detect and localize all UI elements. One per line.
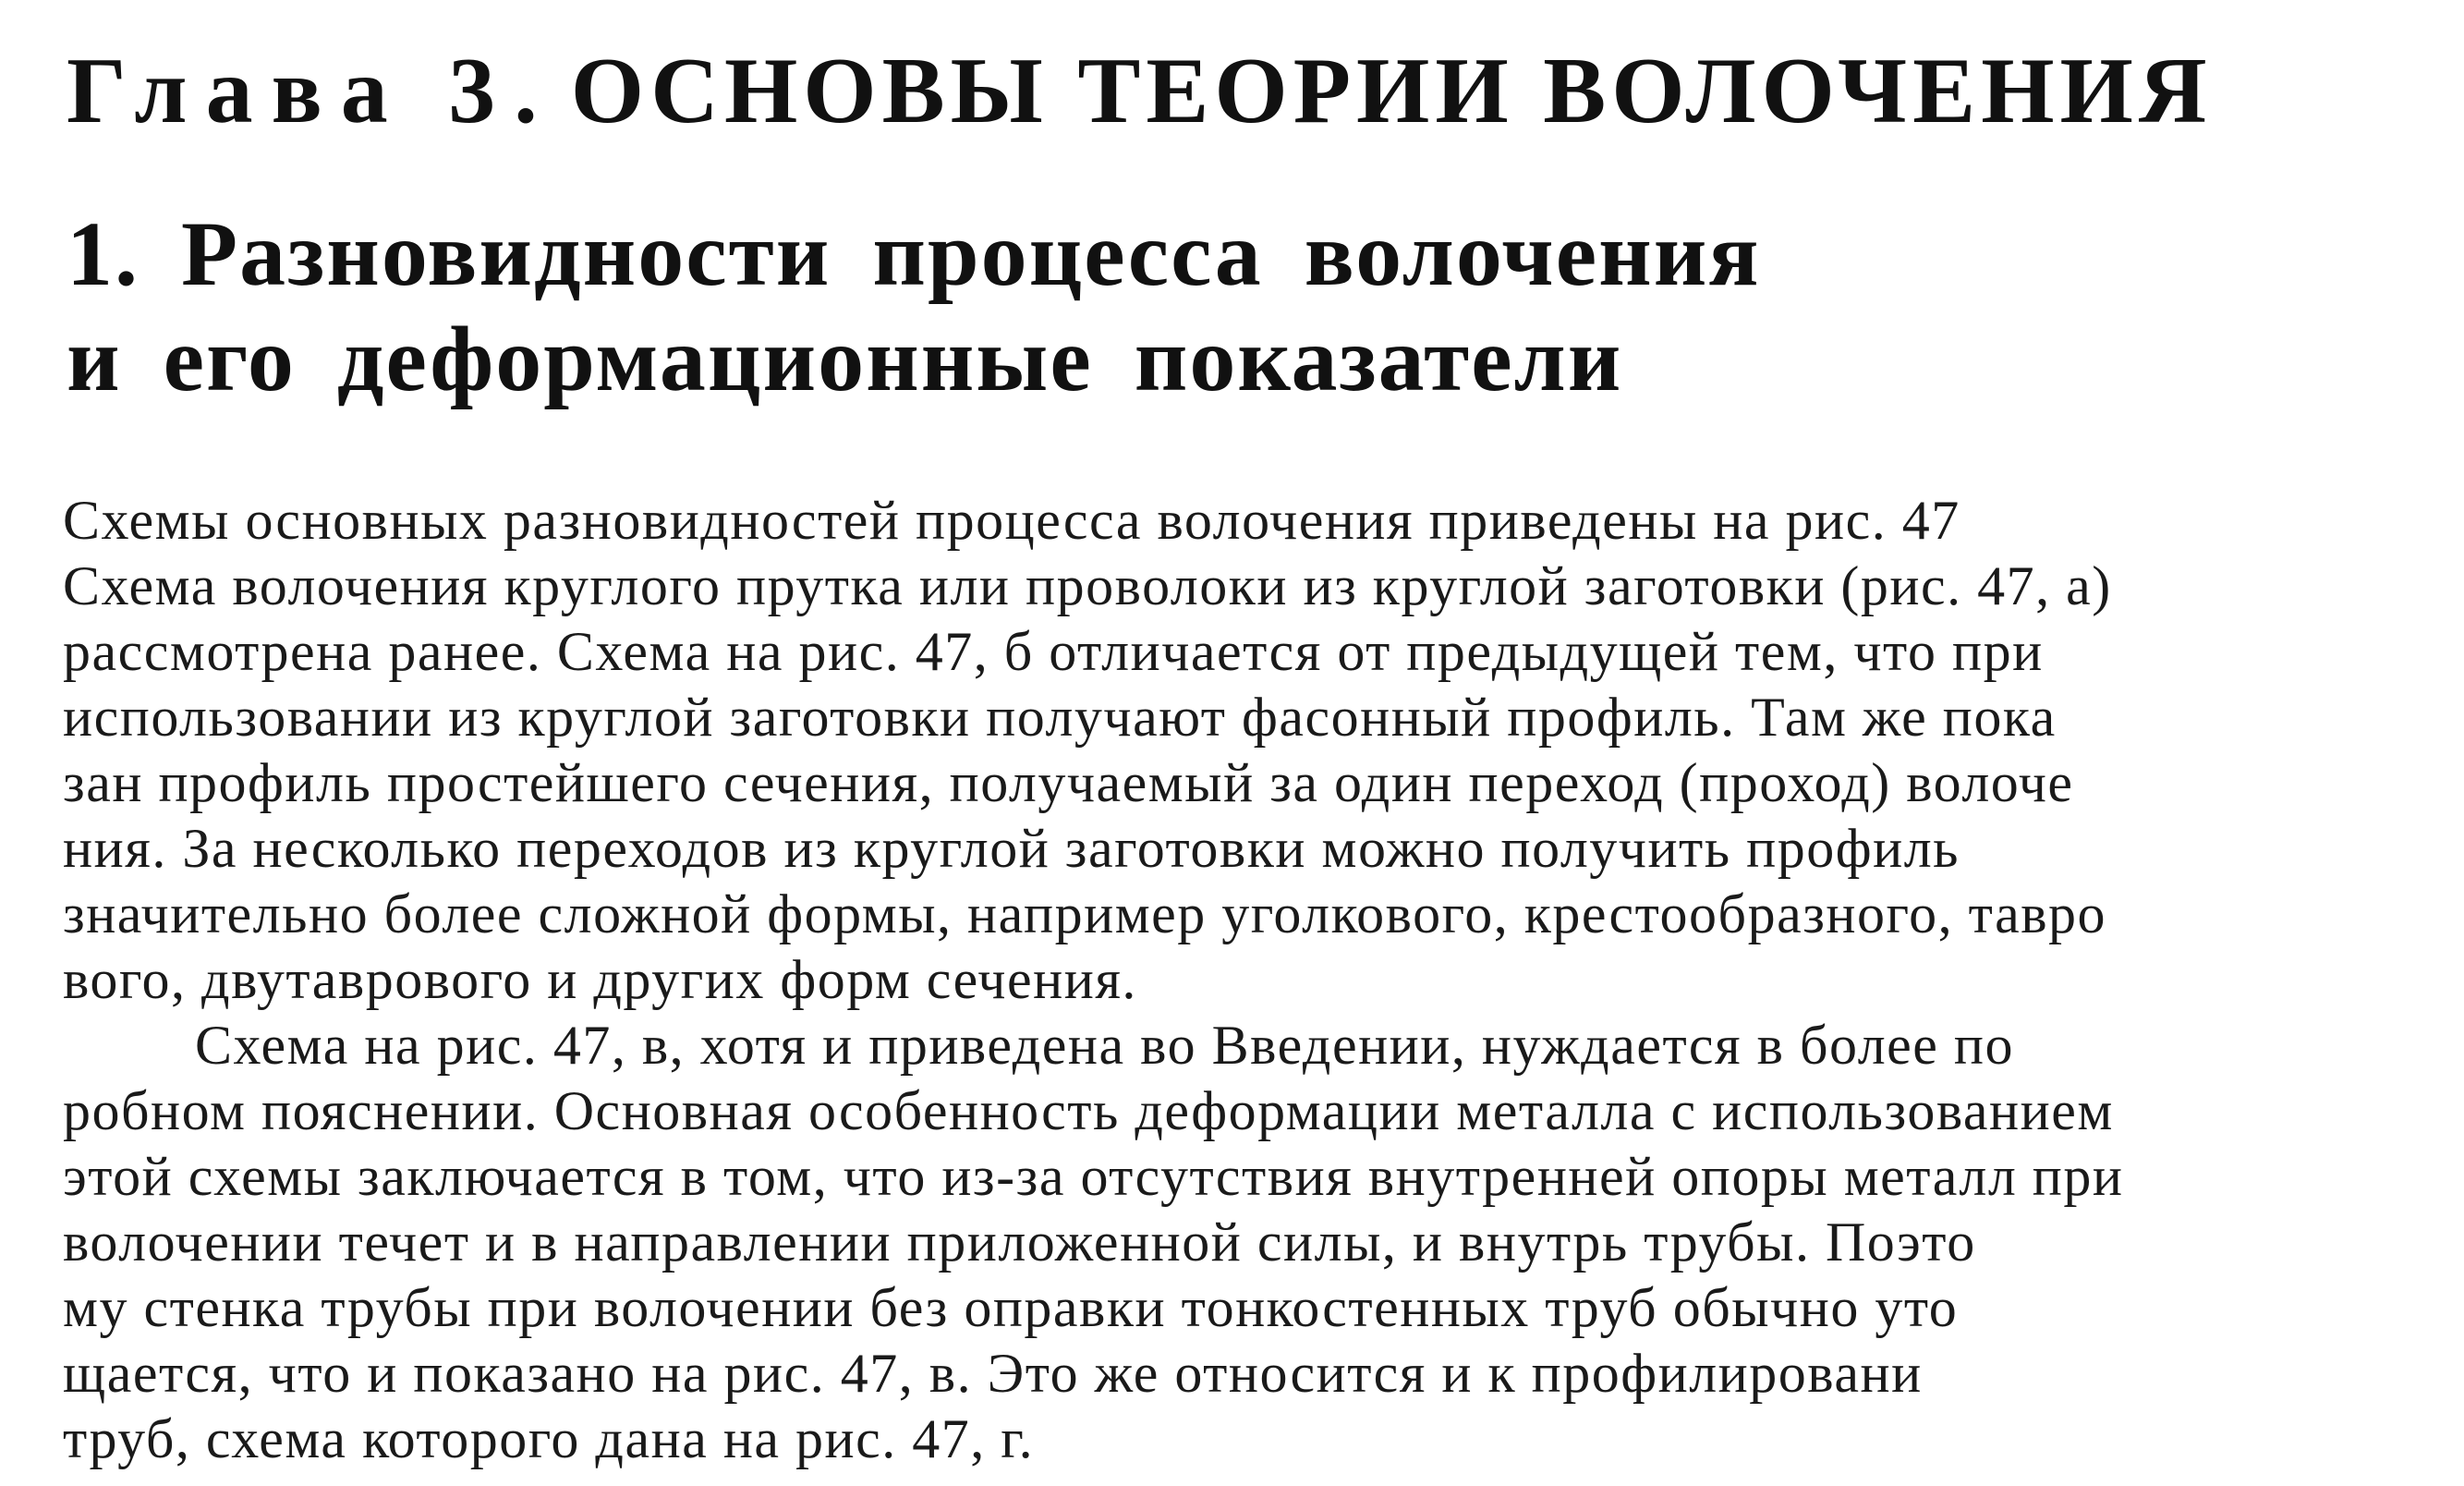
paragraph-line-indented: Схема на рис. 47, в, хотя и приведена во Введении, нуждается в более по <box>195 1015 2015 1076</box>
body-text <box>63 488 2464 1472</box>
paragraph-line: использовании из круглой заготовки получают фасонный профиль. Там же пока <box>63 687 2057 748</box>
paragraph-line: волочении течет и в направлении приложенной силы, и внутрь трубы. Поэто <box>63 1212 1976 1273</box>
paragraph-line: Схема волочения круглого прутка или проволоки из круглой заготовки (рис. 47, а) <box>63 555 2112 616</box>
paragraph-line: щается, что и показано на рис. 47, в. Это же относится и к профилировани <box>63 1343 1923 1404</box>
paragraph-line: труб, схема которого дана на рис. 47, г. <box>63 1408 1035 1469</box>
paragraph-line: робном пояснении. Основная особенность деформации металла с использованием <box>63 1080 2114 1141</box>
paragraph-line: значительно более сложной формы, например уголкового, крестообразного, тавро <box>63 883 2107 944</box>
paragraph-line: рассмотрена ранее. Схема на рис. 47, б отличается от предыдущей тем, что при <box>63 621 2044 682</box>
paragraph-line: этой схемы заключается в том, что из-за отсутствия внутренней опоры металл при <box>63 1146 2124 1207</box>
section-title <box>67 201 1760 412</box>
chapter-title <box>67 31 2213 152</box>
paragraph-line: Схемы основных разновидностей процесса волочения приведены на рис. 47 <box>63 490 1960 551</box>
paragraph-line: зан профиль простейшего сечения, получаемый за один переход (проход) волоче <box>63 752 2074 813</box>
chapter-prefix: Глава 3. <box>67 39 556 143</box>
section-title-line-2: и его деформационные показатели <box>67 308 1623 410</box>
paragraph-line: му стенка трубы при волочении без оправки тонкостенных труб обычно уто <box>63 1277 1959 1338</box>
paragraph-line: вого, двутаврового и других форм сечения. <box>63 949 1137 1010</box>
paragraph-line: ния. За несколько переходов из круглой заготовки можно получить профиль <box>63 818 1960 879</box>
chapter-name: ОСНОВЫ ТЕОРИИ ВОЛОЧЕНИЯ <box>570 39 2213 143</box>
section-title-line-1: 1. Разновидности процесса волочения <box>67 202 1761 305</box>
